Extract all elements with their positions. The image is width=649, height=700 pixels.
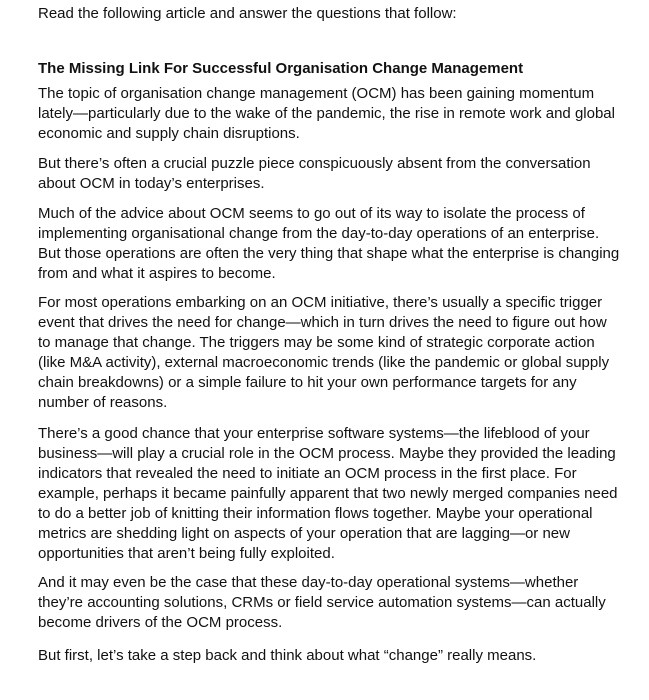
article-paragraph-7 <box>38 646 536 666</box>
paragraph-line: opportunities that aren’t being fully exploited. <box>38 545 335 562</box>
article-paragraph-3 <box>38 204 619 284</box>
paragraph-line: example, perhaps it became painfully apparent that two newly merged companies need <box>38 485 618 502</box>
instruction-text: Read the following article and answer the questions that follow: <box>38 5 457 22</box>
article-paragraph-4 <box>38 293 609 413</box>
paragraph-line: And it may even be the case that these day-to-day operational systems—whether <box>38 574 579 591</box>
article-title: The Missing Link For Successful Organisation Change Management <box>38 60 524 77</box>
paragraph-line: But those operations are often the very thing that shape what the enterprise is changing <box>38 245 620 262</box>
article-paragraph-6 <box>38 573 606 633</box>
paragraph-line: The topic of organisation change management (OCM) has been gaining momentum <box>38 85 595 102</box>
paragraph-line: indicators that revealed the need to initiate an OCM process in the first place. For <box>38 465 577 482</box>
article-paragraph-1 <box>38 84 615 144</box>
paragraph-line: to do a better job of knitting their information flows together. Maybe your operational <box>38 505 593 522</box>
paragraph-line: metrics are shedding light on aspects of your operation that are lagging—or new <box>38 525 570 542</box>
paragraph-line: from and what it aspires to become. <box>38 265 276 282</box>
paragraph-line: they’re accounting solutions, CRMs or field service automation systems—can actually <box>38 594 606 611</box>
paragraph-line: There’s a good chance that your enterprise software systems—the lifeblood of your <box>38 425 590 442</box>
paragraph-line: chain breakdowns) or a simple failure to hit your own performance targets for any <box>38 374 577 391</box>
paragraph-line: For most operations embarking on an OCM initiative, there’s usually a specific trigger <box>38 294 603 311</box>
article-paragraph-5 <box>38 424 618 564</box>
paragraph-line: But first, let’s take a step back and think about what “change” really means. <box>38 647 537 664</box>
paragraph-line: event that drives the need for change—which in turn drives the need to figure out how <box>38 314 607 331</box>
paragraph-line: Much of the advice about OCM seems to go out of its way to isolate the process of <box>38 205 585 222</box>
paragraph-line: lately—particularly due to the wake of the pandemic, the rise in remote work and global <box>38 105 615 122</box>
paragraph-line: (like M&A activity), external macroeconomic trends (like the pandemic or global supply <box>38 354 610 371</box>
paragraph-line: number of reasons. <box>38 394 168 411</box>
paragraph-line: become drivers of the OCM process. <box>38 614 283 631</box>
paragraph-line: business—will play a crucial role in the OCM process. Maybe they provided the leading <box>38 445 616 462</box>
paragraph-line: economic and supply chain disruptions. <box>38 125 300 142</box>
paragraph-line: implementing organisational change from the day-to-day operations of an enterprise. <box>38 225 600 242</box>
paragraph-line: to manage that change. The triggers may be some kind of strategic corporate action <box>38 334 595 351</box>
article-paragraph-2 <box>38 154 591 194</box>
paragraph-line: about OCM in today’s enterprises. <box>38 175 265 192</box>
paragraph-line: But there’s often a crucial puzzle piece conspicuously absent from the conversation <box>38 155 591 172</box>
